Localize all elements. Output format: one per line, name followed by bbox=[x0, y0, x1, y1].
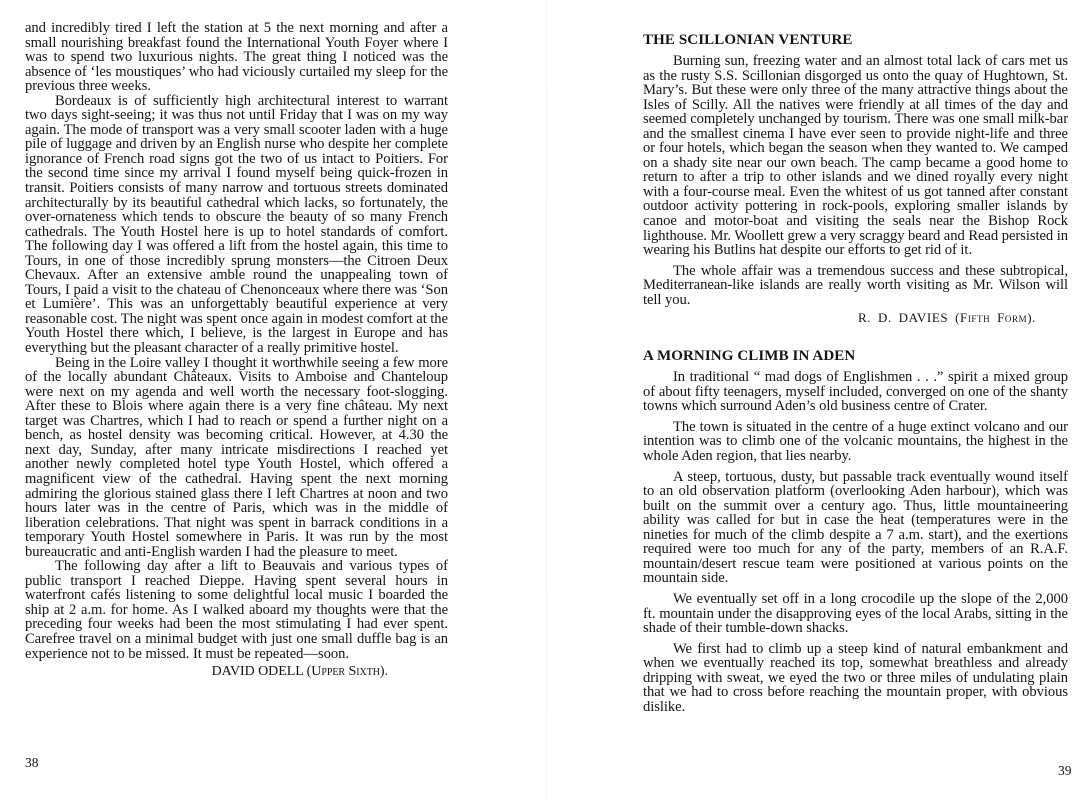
aden-paragraph-2: The town is situated in the centre of a huge extinct volcano and our intention was to climb one of the volcanic mountains, the highest in the whole Aden region, that lies nearby. bbox=[643, 418, 1068, 465]
page-number-left: 38 bbox=[25, 755, 39, 770]
left-paragraph-1: and incredibly tired I left the station at 5 the next morning and after a small nourishing breakfast found the International Youth Foyer where I was to spend two luxurious nights. The great thing I noticed was the absence of ‘les moustiques’ who had viciously curtailed my sleep for the previous three weeks. bbox=[25, 20, 448, 95]
scillonian-byline-author: R. D. DAVIES (Fifth Form). bbox=[857, 310, 1036, 326]
scillonian-paragraph-1: Burning sun, freezing water and an almost total lack of cars met us as the rusty S.S. Scillonian disgorged us onto the quay of Hughtown, St. Mary’s. But these were only three of the many attractive things about the Isles of Scilly. All the natives were friendly at all times of the day and seemed completely unchanged by tourism. There was one small milk-bar and the smallest cinema I have ever seen to provide night-life and three or four hotels, which began the season when they wanted to. We camped on a shady site near our own beach. The camp became a good home to return to after a trip to other islands and we dined royally every night with a four-course meal. Even the whitest of us got tanned after constant outdoor activity pottering in rock-pools, exploring smaller islands by canoe and motor-boat and visiting the seals near the Bishop Rock lighthouse. Mr. Woollett grew a very scraggy beard and Read persisted in wearing his Butlins hat despite our efforts to get rid of it. bbox=[643, 53, 1068, 259]
left-byline-author: DAVID ODELL (Upper Sixth). bbox=[211, 664, 388, 680]
aden-paragraph-4: We eventually set off in a long crocodile up the slope of the 2,000 ft. mountain under the disapproving eyes of the local Arabs, sitting in the shade of their tumble-down shacks. bbox=[643, 590, 1068, 637]
aden-paragraph-1: In traditional “ mad dogs of Englishmen . . .” spirit a mixed group of about fifty teenagers, myself included, converged on one of the shanty towns which surround Aden’s old business centre of Crater. bbox=[643, 369, 1068, 415]
article-title-scillonian: THE SCILLONIAN VENTURE bbox=[643, 32, 853, 48]
right-page bbox=[547, 0, 1092, 800]
left-paragraph-3: Being in the Loire valley I thought it worthwhile seeing a few more of the locally abundant Châteaux. Visits to Amboise and Chanteloup were next on my agenda and well worth the necessary foot-slogging. After these to Blois where again there is a very fine château. My next target was Chartres, which I had to reach or spend a further night on a bench, as hostel density was becoming critical. However, at 4.30 the next day, Sunday, after many intricate misdirections I reached yet another newly completed hotel type Youth Hostel, which offered a magnificent view of the cathedral. Having spent the next morning admiring the glorious stained glass there I left Chartres at noon and two hours later was in the centre of Paris, which was in the middle of liberation celebrations. That night was spent in barrack conditions in a temporary Youth Hostel somewhere in Paris. It was run by the most bureaucratic and anti-English warden I had the pleasure to meet. bbox=[25, 354, 448, 560]
right-page-text-column bbox=[643, 32, 1068, 714]
scillonian-paragraph-2: The whole affair was a tremendous success and these subtropical, Mediterranean-like islands are really worth visiting as Mr. Wilson will tell you. bbox=[643, 262, 1068, 308]
left-paragraph-2: Bordeaux is of sufficiently high architectural interest to warrant two days sight-seeing; it was thus not until Friday that I was on my way again. The mode of transport was a very small scooter laden with a huge pile of luggage and driven by an English nurse who despite her complete ignorance of French road signs got the two of us intact to Poitiers. For the second time since my arrival I found myself being quick-frozen in transit. Poitiers consists of many narrow and tortuous streets dominated architecturally by its beautiful cathedral which lacks, so fortunately, the over-ornateness which tends to obscure the beauty of so many French cathedrals. The Youth Hostel here is up to hotel standards of comfort. The following day I was offered a lift from the hostel again, this time to Tours, in one of those incredibly sprung monsters—the Citroen Deux Chevaux. After an extensive amble round the unappealing town of Tours, I paid a visit to the chateau of Chenonceaux where there was ‘Son et Lumière’. This was an unforgettably beautiful experience at very reasonable cost. The night was spent once again in modest comfort at the Youth Hostel there which, I believe, is the largest in Europe and has everything but the pleasant character of a really primitive hostel. bbox=[25, 92, 448, 357]
page-number-right: 39 bbox=[1058, 763, 1072, 778]
left-paragraph-4: The following day after a lift to Beauvais and various types of public transport I reached Dieppe. Having spent several hours in waterfront cafés listening to some delightful local music I boarded the ship at 2 a.m. for home. As I walked aboard my thoughts were that the preceding four weeks had been the most stimulating I had ever spent. Carefree travel on a minimal budget with just one small duffle bag is an experience not to be missed. It must be repeated—soon. bbox=[25, 558, 448, 662]
article-title-aden: A MORNING CLIMB IN ADEN bbox=[643, 348, 856, 365]
aden-paragraph-5: We first had to climb up a steep kind of natural embankment and when we eventually reached its top, somewhat breathless and already dripping with sweat, we eyed the two or three miles of undulating plain that we had to cross before reaching the mountain proper, with obvious dislike. bbox=[643, 640, 1068, 715]
left-page-text-column bbox=[25, 21, 448, 680]
aden-paragraph-3: A steep, tortuous, dusty, but passable track eventually wound itself to an old observation platform (overlooking Aden harbour), which was built on the summit over a century ago. Thus, little mountaineering ability was called for but in case the heat (temperatures were in the nineties for much of the climb despite a 7 a.m. start), and the exertions required were too much for any of the party, members of an R.A.F. mountain/desert rescue team were positioned at various points on the mountain side. bbox=[643, 468, 1068, 587]
